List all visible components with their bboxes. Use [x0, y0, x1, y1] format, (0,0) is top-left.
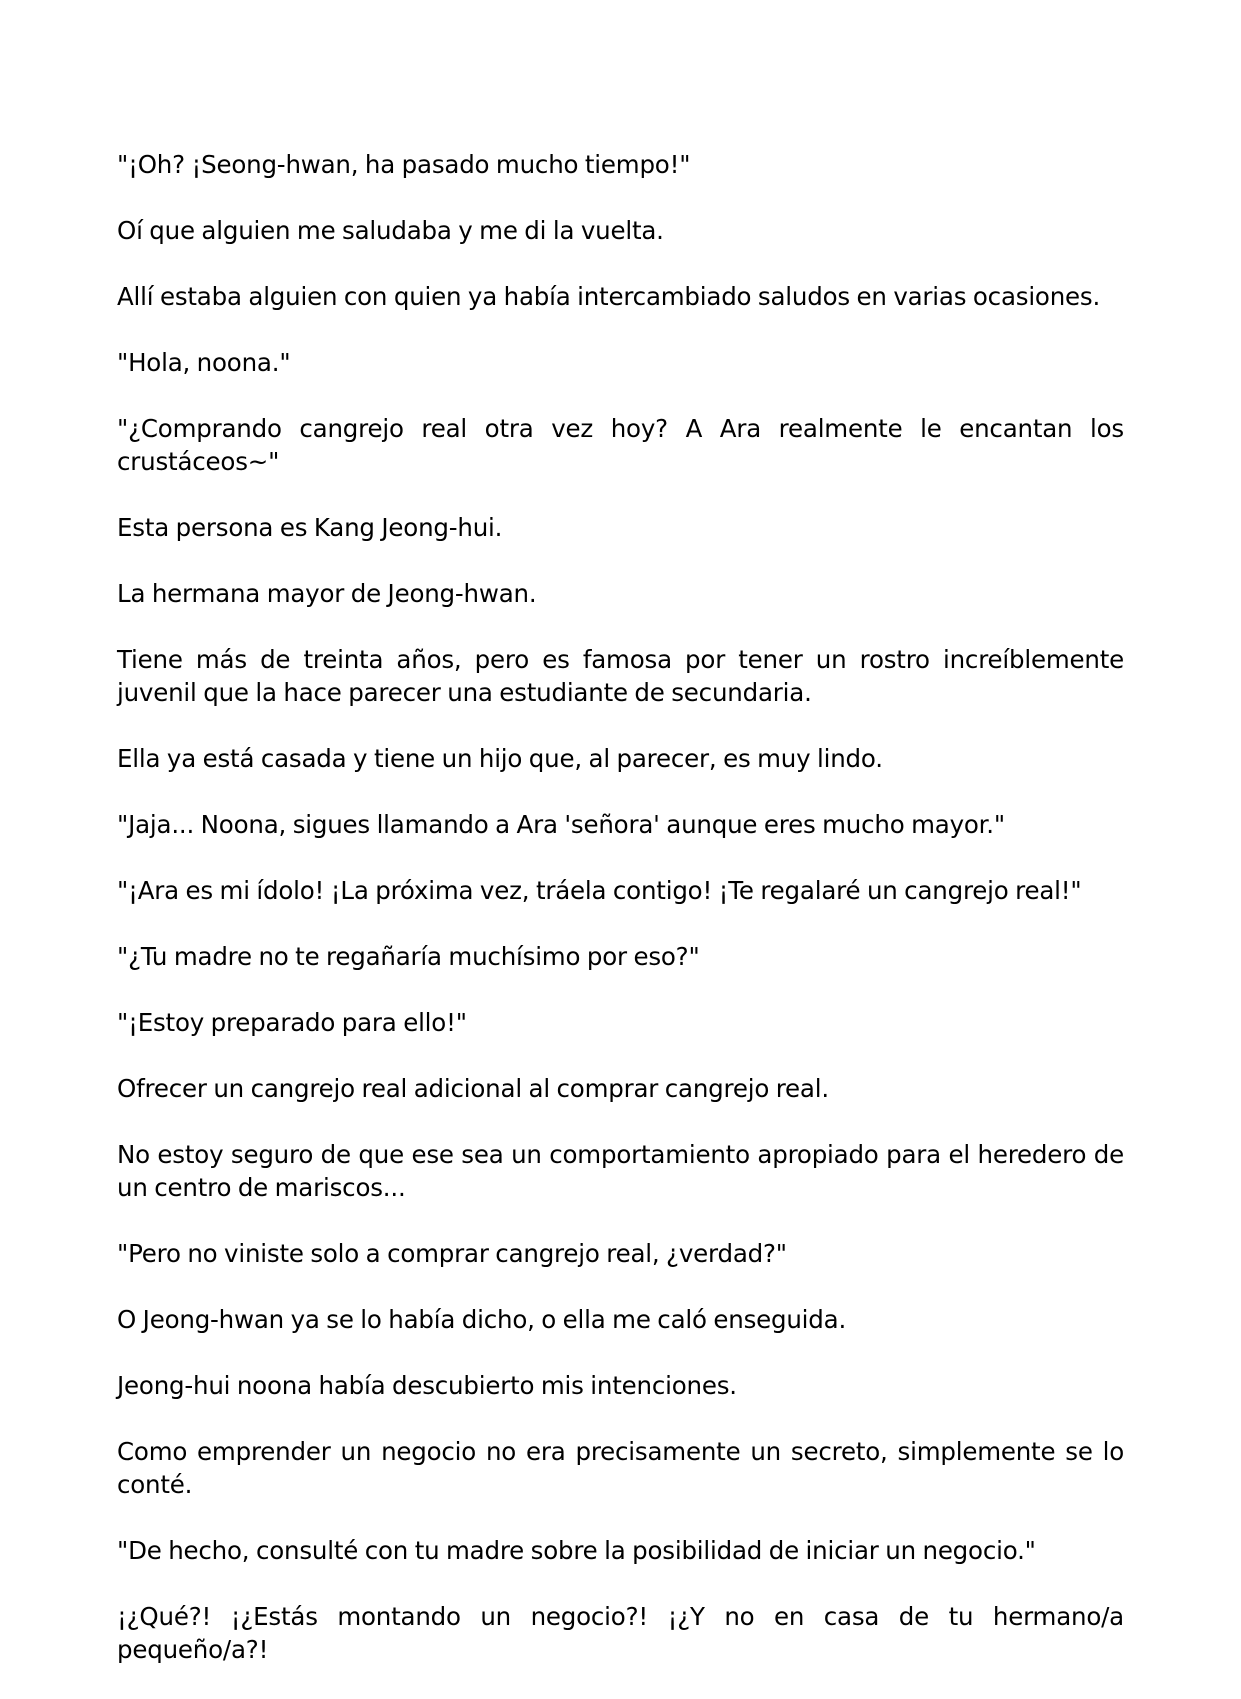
paragraph: "De hecho, consulté con tu madre sobre la posibilidad de iniciar un negocio." [117, 1536, 1036, 1565]
paragraph: "Hola, noona." [117, 348, 291, 377]
paragraph: Esta persona es Kang Jeong-hui. [117, 513, 503, 542]
paragraph: "Pero no viniste solo a comprar cangrejo real, ¿verdad?" [117, 1239, 787, 1268]
paragraph: Como emprender un negocio no era precisamente un secreto, simplemente se lo conté. [117, 1437, 1124, 1499]
paragraph: Ofrecer un cangrejo real adicional al comprar cangrejo real. [117, 1074, 829, 1103]
paragraph: "¡Oh? ¡Seong-hwan, ha pasado mucho tiempo!" [117, 150, 691, 179]
paragraph: "¡Ara es mi ídolo! ¡La próxima vez, tráela contigo! ¡Te regalaré un cangrejo real!" [117, 876, 1082, 905]
paragraph: La hermana mayor de Jeong-hwan. [117, 579, 537, 608]
paragraph: "¿Comprando cangrejo real otra vez hoy? A Ara realmente le encantan los crustáceos~" [117, 414, 1124, 476]
paragraph: "¡Estoy preparado para ello!" [117, 1008, 467, 1037]
paragraph: Ella ya está casada y tiene un hijo que, al parecer, es muy lindo. [117, 744, 883, 773]
paragraph: Jeong-hui noona había descubierto mis intenciones. [117, 1371, 737, 1400]
paragraph: Tiene más de treinta años, pero es famosa por tener un rostro increíblemente juvenil que la hace parecer una estudiante de secundaria. [117, 645, 1124, 707]
document-body [117, 148, 1124, 1699]
paragraph: ¡¿Qué?! ¡¿Estás montando un negocio?! ¡¿Y no en casa de tu hermano/a pequeño/a?! [117, 1602, 1124, 1664]
paragraph: O Jeong-hwan ya se lo había dicho, o ella me caló enseguida. [117, 1305, 847, 1334]
paragraph: No estoy seguro de que ese sea un comportamiento apropiado para el heredero de un centro de mariscos... [117, 1140, 1124, 1202]
paragraph: "¿Tu madre no te regañaría muchísimo por eso?" [117, 942, 700, 971]
paragraph: Oí que alguien me saludaba y me di la vuelta. [117, 216, 664, 245]
paragraph: Allí estaba alguien con quien ya había intercambiado saludos en varias ocasiones. [117, 282, 1101, 311]
paragraph: "Jaja... Noona, sigues llamando a Ara 'señora' aunque eres mucho mayor." [117, 810, 1005, 839]
